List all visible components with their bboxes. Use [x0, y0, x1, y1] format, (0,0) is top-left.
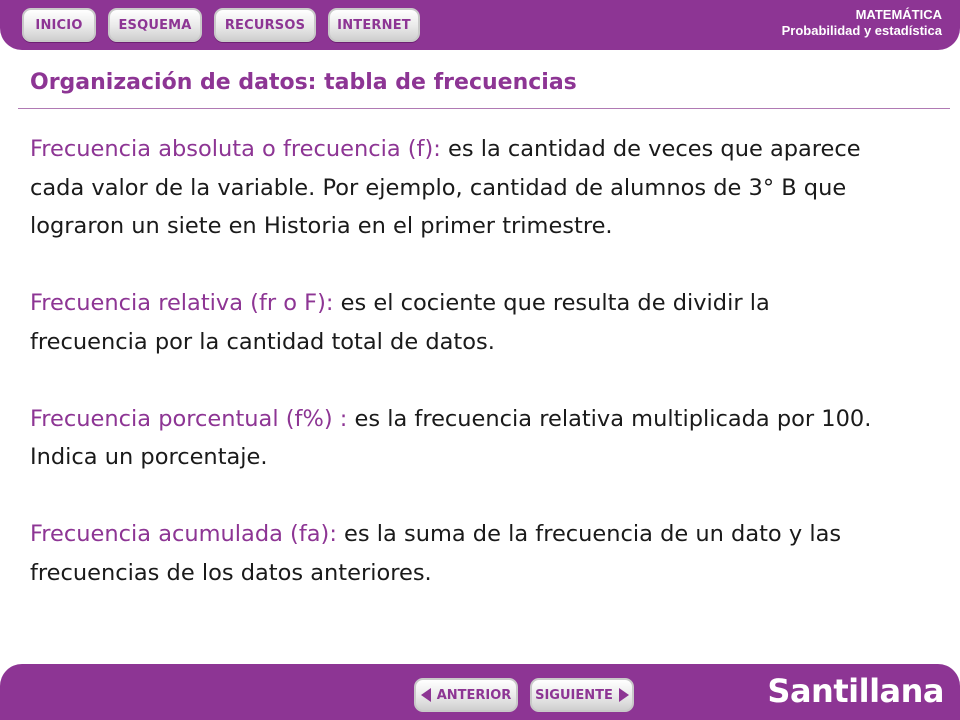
definition-term: Frecuencia acumulada (fa): [30, 521, 337, 547]
inicio-button[interactable]: INICIO [22, 8, 96, 42]
definition-percentage [30, 400, 890, 477]
esquema-button[interactable]: ESQUEMA [108, 8, 202, 42]
internet-button[interactable]: INTERNET [328, 8, 420, 42]
definition-cumulative [30, 515, 890, 592]
definition-text: es la suma de la frecuencia de un dato y las frecuencias de los datos anteriores. [30, 521, 842, 586]
definition-text: es la cantidad de veces que aparece cada valor de la variable. Por ejemplo, cantidad de alumnos de 3° B que lograron un siete en Historia en el primer trimestre. [30, 136, 861, 239]
definition-term: Frecuencia porcentual (f%) : [30, 405, 348, 432]
previous-button[interactable] [414, 678, 518, 712]
definition-term: Frecuencia relativa (fr o F): [30, 290, 334, 316]
definition-absolute [30, 130, 890, 246]
top-bar [0, 0, 960, 50]
page-title: Organización de datos: tabla de frecuencias [30, 70, 577, 95]
definition-relative [30, 284, 890, 361]
subject-name: MATEMÁTICA [855, 7, 942, 22]
next-button[interactable] [530, 678, 634, 712]
definition-term: Frecuencia absoluta o frecuencia (f): [30, 136, 441, 162]
recursos-button[interactable]: RECURSOS [214, 8, 316, 42]
triangle-left-icon [421, 688, 431, 702]
main-nav [22, 8, 420, 42]
next-label: SIGUIENTE [535, 687, 613, 703]
subject-topic: Probabilidad y estadística [781, 23, 942, 38]
subject-header [782, 7, 942, 39]
definition-text: es el cociente que resulta de dividir la frecuencia por la cantidad total de datos. [30, 290, 770, 355]
santillana-logo: Santillana [767, 672, 944, 710]
previous-label: ANTERIOR [436, 687, 512, 703]
definition-text: es la frecuencia relativa multiplicada por 100. Indica un porcentaje. [30, 405, 872, 470]
definitions-list [30, 130, 890, 631]
title-divider [18, 108, 950, 109]
triangle-right-icon [619, 688, 629, 702]
